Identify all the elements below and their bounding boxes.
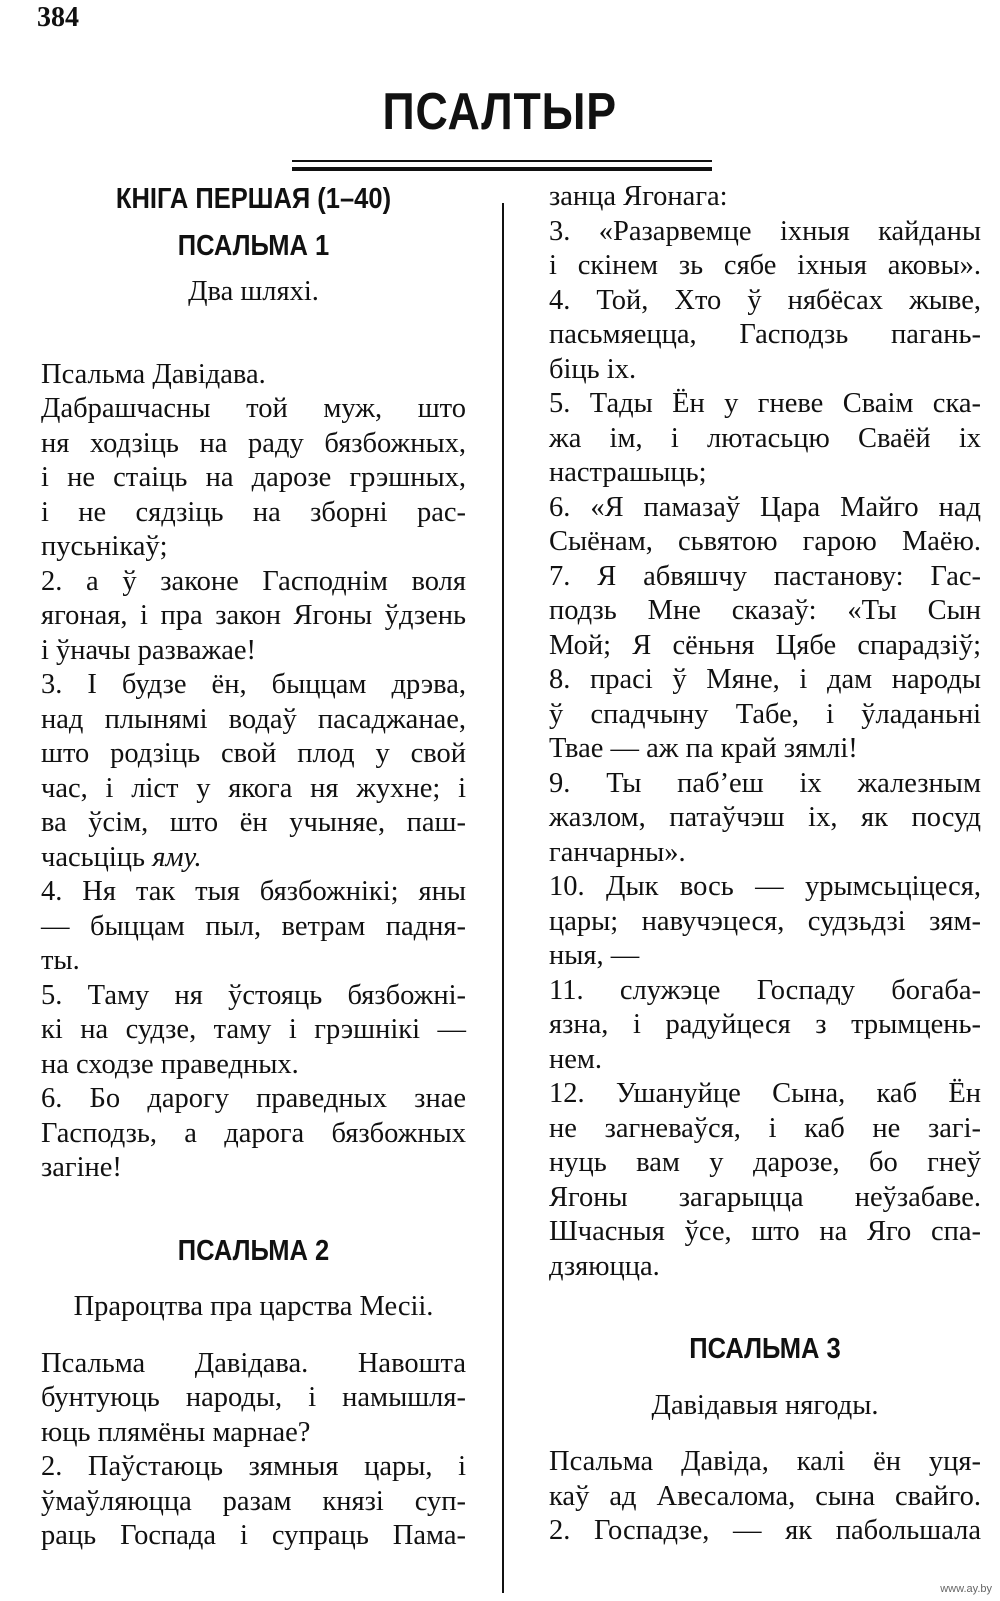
left-column bbox=[41, 180, 466, 1554]
psalm-3-body bbox=[549, 1445, 981, 1549]
text-line: 6. «Я памазаў Цара Майго над bbox=[549, 491, 981, 523]
text-line: 7. Я абвяшчу пастанову: Гас- bbox=[549, 560, 981, 592]
text-line: бунтуюць народы, і намышля- bbox=[41, 1382, 466, 1413]
text-line: каў ад Авесалома, сына свайго. bbox=[549, 1480, 981, 1512]
text-line: подзь Мне сказаў: «Ты Сын bbox=[549, 595, 981, 626]
text-line: 12. Ушануйце Сына, каб Ён bbox=[549, 1078, 981, 1109]
text-line: ты. bbox=[41, 945, 80, 976]
text-line bbox=[41, 841, 466, 876]
psalm-3-subtitle: Давідавыя нягоды. bbox=[651, 1389, 879, 1421]
text-line: ўмаўляюцца разам князі суп- bbox=[41, 1485, 466, 1517]
text-line: юць плямёны марнае? bbox=[41, 1416, 311, 1448]
text-line: Псальма Давіда, калі ён уця- bbox=[549, 1446, 981, 1477]
text-line: жа ім, і лютасьцю Сваёй іх bbox=[549, 422, 981, 454]
text-line: раць Гоcпада і супраць Пама- bbox=[41, 1520, 466, 1551]
text-line: Мой; Я сёньня Цябе спарадзіў; bbox=[549, 629, 981, 661]
book-title: ПСАЛТЫР bbox=[382, 83, 617, 141]
italic-word: яму. bbox=[152, 841, 202, 873]
text-line: пусьнікаў; bbox=[41, 531, 168, 562]
text-line: біць іх. bbox=[549, 353, 637, 385]
text-line: цары; навучэцеся, судзьдзі зям- bbox=[549, 905, 981, 937]
psalm-2-continued bbox=[549, 180, 981, 1284]
text-line: 4. Ня так тыя бязбожнікі; яны bbox=[41, 876, 466, 907]
text-line: 2. Паўстаюць зямныя цары, і bbox=[41, 1451, 466, 1482]
book-heading: КНІГА ПЕРШАЯ (1–40) bbox=[115, 183, 392, 215]
page-number: 384 bbox=[37, 2, 79, 33]
text-line: 8. прасі ў Мяне, і дам народы bbox=[549, 664, 981, 695]
text-line: пасьмяецца, Гасподзь пагань- bbox=[549, 319, 981, 350]
text-line: і скінем зь сябе іхныя аковы». bbox=[549, 250, 981, 281]
text-line: час, і ліст у якога ня жухне; і bbox=[41, 772, 466, 804]
text-line: жазлом, патаўчэш іх, як посуд bbox=[549, 802, 981, 833]
text-line: 5. Таму ня ўстояць бязбожні- bbox=[41, 979, 466, 1011]
text-line: 10. Дык вось — урымсьціцеся, bbox=[549, 871, 981, 902]
text-line: 2. а ў законе Гасподнім воля bbox=[41, 565, 466, 597]
text-line: Шчасныя ўсе, што на Яго спа- bbox=[549, 1216, 981, 1247]
text-line: Твае — аж па край зямлі! bbox=[549, 733, 858, 764]
text-line: загіне! bbox=[41, 1152, 122, 1183]
text-line: што родзіць свой плод у свой bbox=[41, 738, 466, 769]
text-line: ныя, — bbox=[549, 940, 640, 971]
text-line: і не сядзіць на зборні рас- bbox=[41, 496, 466, 528]
text-line: 3. І будзе ён, быццам дрэва, bbox=[41, 669, 466, 700]
text-line: і ўначы разважае! bbox=[41, 634, 257, 666]
text-line: — быццам пыл, ветрам падня- bbox=[41, 910, 466, 942]
text-line: 9. Ты паб’еш іх жалезным bbox=[549, 767, 981, 799]
text-line: Сыёнам, сьвятою гарою Маёю. bbox=[549, 526, 981, 557]
text-line: Ягоны загарыцца неўзабаве. bbox=[549, 1181, 981, 1213]
psalm-2-subtitle: Прароцтва пра царства Месіі. bbox=[73, 1291, 434, 1322]
text-line: Псальма Давідава. Навошта bbox=[41, 1347, 466, 1379]
psalm-1-body bbox=[41, 358, 466, 1186]
text-line: 4. Той, Хто ў нябёсах жыве, bbox=[549, 284, 981, 316]
psalm-1-subtitle: Два шляхі. bbox=[188, 276, 319, 307]
text-line: 2. Госпадзе, — як пабольшала bbox=[549, 1515, 981, 1546]
text-line: не загневаўся, і каб не загі- bbox=[549, 1112, 981, 1144]
text-line: нем. bbox=[549, 1043, 603, 1075]
text-line: Гасподзь, а дарога бязбожных bbox=[41, 1117, 466, 1149]
text-line: ягоная, і пра закон Ягоны ўдзень bbox=[41, 600, 466, 631]
text-line: і не стаіць на дарозе грэшных, bbox=[41, 462, 466, 493]
text-line: 5. Тады Ён у гневе Сваім ска- bbox=[549, 388, 981, 419]
text-line: ў спадчыну Табе, і ўладаньні bbox=[549, 698, 981, 730]
text-line: кі на судзе, таму і грэшнікі — bbox=[41, 1014, 466, 1045]
text-line: Псальма Давідава. bbox=[41, 358, 266, 390]
text-line: настрашыць; bbox=[549, 457, 707, 488]
watermark: www.ay.by bbox=[940, 1583, 992, 1595]
text-line: 6. Бо дарогу праведных знае bbox=[41, 1083, 466, 1114]
title-rule-thick bbox=[292, 167, 712, 171]
psalm-2-heading: ПСАЛЬМА 2 bbox=[177, 1234, 330, 1267]
text-line: ганчарны». bbox=[549, 836, 686, 868]
column-divider bbox=[502, 203, 504, 1593]
text-line: на сходзе праведных. bbox=[41, 1048, 299, 1080]
text-line: ва ўсім, што ён учыняе, пaш- bbox=[41, 807, 466, 838]
text-line: 3. «Разарвемце іхныя кайданы bbox=[549, 215, 981, 247]
psalm-3-heading: ПСАЛЬМА 3 bbox=[689, 1333, 841, 1365]
psalm-2-body bbox=[41, 1347, 466, 1554]
text-line: Дабрашчасны той муж, што bbox=[41, 393, 466, 424]
psalm-1-heading: ПСАЛЬМА 1 bbox=[177, 229, 330, 262]
title-rule-thin bbox=[292, 160, 712, 162]
text-line: над плынямі водаў пасаджанае, bbox=[41, 703, 466, 735]
text-line: язна, і радуйцеся з трымцень- bbox=[549, 1009, 981, 1040]
line-text: часьціць bbox=[41, 841, 146, 873]
text-line: 11. служэце Госпаду богаба- bbox=[549, 974, 981, 1006]
text-line: ня ходзіць на раду бязбожных, bbox=[41, 427, 466, 459]
text-line: дзяюцца. bbox=[549, 1250, 660, 1282]
right-column bbox=[549, 180, 981, 1549]
text-line: занца Ягонага: bbox=[549, 181, 728, 212]
text-line: нуць вам у дарозе, бо гнеў bbox=[549, 1147, 981, 1178]
